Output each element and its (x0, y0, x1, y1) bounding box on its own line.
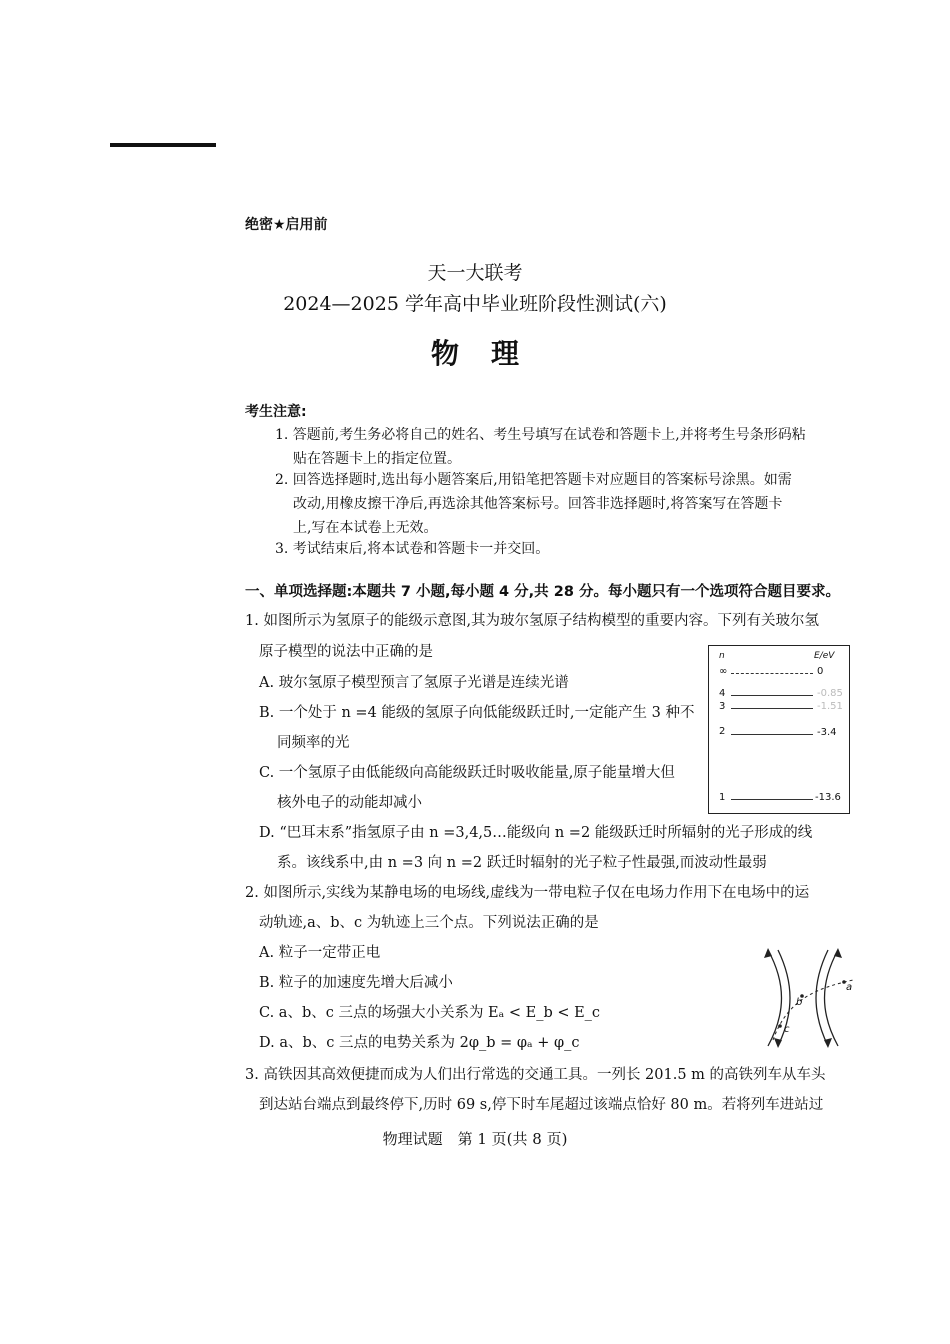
level-line-infinity (731, 673, 813, 674)
field-lines-svg (748, 938, 858, 1053)
level-energy-label: -3.4 (817, 727, 837, 738)
level-energy-label: 0 (817, 666, 824, 677)
level-line-4 (731, 695, 813, 696)
q1-option-c-cont: 核外电子的动能却减小 (277, 795, 422, 811)
n-axis-label: n (719, 651, 725, 661)
subject-title: 物理 (430, 337, 551, 370)
notice-item-2 (275, 468, 850, 540)
notice-line: 上,写在本试卷上无效。 (293, 520, 438, 536)
q1-option-d: D. “巴耳末系”指氢原子由 n =3,4,5…能级向 n =2 能级跃迁时所辐射的光子形成的线 (259, 825, 813, 841)
level-line-3 (731, 708, 813, 709)
notice-item-1 (275, 423, 850, 471)
level-energy-label: -1.51 (817, 701, 843, 712)
notice-line: 1. 答题前,考生务必将自己的姓名、考生号填写在试卷和答题卡上,并将考生号条形码粘 (275, 427, 806, 443)
q2-stem-line1: 2. 如图所示,实线为某静电场的电场线,虚线为一带电粒子仅在电场力作用下在电场中的运 (245, 885, 810, 901)
point-c (778, 1024, 782, 1028)
q1-stem-line1: 1. 如图所示为氢原子的能级示意图,其为玻尔氢原子结构模型的重要内容。下列有关玻尔氢 (245, 613, 820, 629)
level-energy-label: -13.6 (815, 792, 841, 803)
q1-option-a: A. 玻尔氢原子模型预言了氢原子光谱是连续光谱 (259, 675, 569, 691)
q1-stem-line2: 原子模型的说法中正确的是 (259, 644, 433, 660)
q2-option-d: D. a、b、c 三点的电势关系为 2φ_b = φₐ + φ_c (259, 1035, 580, 1051)
q3-stem-line1: 3. 高铁因其高效便捷而成为人们出行常选的交通工具。一列长 201.5 m 的高铁列车从车头 (245, 1067, 826, 1083)
q2-option-a: A. 粒子一定带正电 (259, 945, 381, 961)
notice-item-3 (275, 537, 850, 561)
q2-stem-line2: 动轨迹,a、b、c 为轨迹上三个点。下列说法正确的是 (259, 915, 599, 931)
field-line (825, 950, 839, 1046)
q1-option-b: B. 一个处于 n =4 能级的氢原子向低能级跃迁时,一定能产生 3 种不 (259, 705, 695, 721)
level-n-label: 3 (719, 701, 726, 712)
level-line-2 (731, 734, 813, 735)
level-line-1 (731, 799, 813, 800)
level-n-label: 4 (719, 688, 726, 699)
level-n-label: 1 (719, 792, 726, 803)
field-line (768, 950, 782, 1046)
notice-line: 改动,用橡皮擦干净后,再选涂其他答案标号。回答非选择题时,将答案写在答题卡 (293, 496, 783, 512)
q1-option-d-cont: 系。该线系中,由 n =3 向 n =2 跃迁时辐射的光子粒子性最强,而波动性最弱 (277, 855, 767, 871)
energy-axis-label: E/eV (814, 651, 835, 661)
q2-option-b: B. 粒子的加速度先增大后减小 (259, 975, 453, 991)
label-a: a (846, 982, 853, 993)
confidential-mark: 绝密★启用前 (245, 217, 328, 233)
electric-field-diagram (748, 938, 858, 1053)
section-heading: 一、单项选择题:本题共 7 小题,每小题 4 分,共 28 分。每小题只有一个选项符合题目要求。 (245, 584, 840, 600)
label-b: b (796, 997, 803, 1008)
organizer-title: 天一大联考 (427, 262, 523, 284)
exam-title: 2024—2025 学年高中毕业班阶段性测试(六) (283, 293, 667, 315)
page-footer: 物理试题 第 1 页(共 8 页) (382, 1130, 568, 1148)
notice-line: 贴在答题卡上的指定位置。 (293, 451, 461, 467)
q1-option-b-cont: 同频率的光 (277, 735, 350, 751)
notice-title: 考生注意: (245, 404, 307, 420)
energy-level-diagram (708, 645, 850, 814)
q1-option-c: C. 一个氢原子由低能级向高能级跃迁时吸收能量,原子能量增大但 (259, 765, 675, 781)
notice-line: 3. 考试结束后,将本试卷和答题卡一并交回。 (275, 541, 550, 557)
level-energy-label: -0.85 (817, 688, 843, 699)
field-line (816, 950, 828, 1046)
level-n-label: 2 (719, 726, 726, 737)
q2-option-c: C. a、b、c 三点的场强大小关系为 Eₐ < E_b < E_c (259, 1005, 601, 1021)
level-n-label: ∞ (719, 666, 728, 677)
q3-stem-line2: 到达站台端点到最终停下,历时 69 s,停下时车尾超过该端点恰好 80 m。若将列车进站过 (259, 1097, 824, 1113)
notice-line: 2. 回答选择题时,选出每小题答案后,用铅笔把答题卡对应题目的答案标号涂黑。如需 (275, 472, 792, 488)
top-rule (110, 143, 216, 147)
label-c: c (784, 1024, 790, 1035)
